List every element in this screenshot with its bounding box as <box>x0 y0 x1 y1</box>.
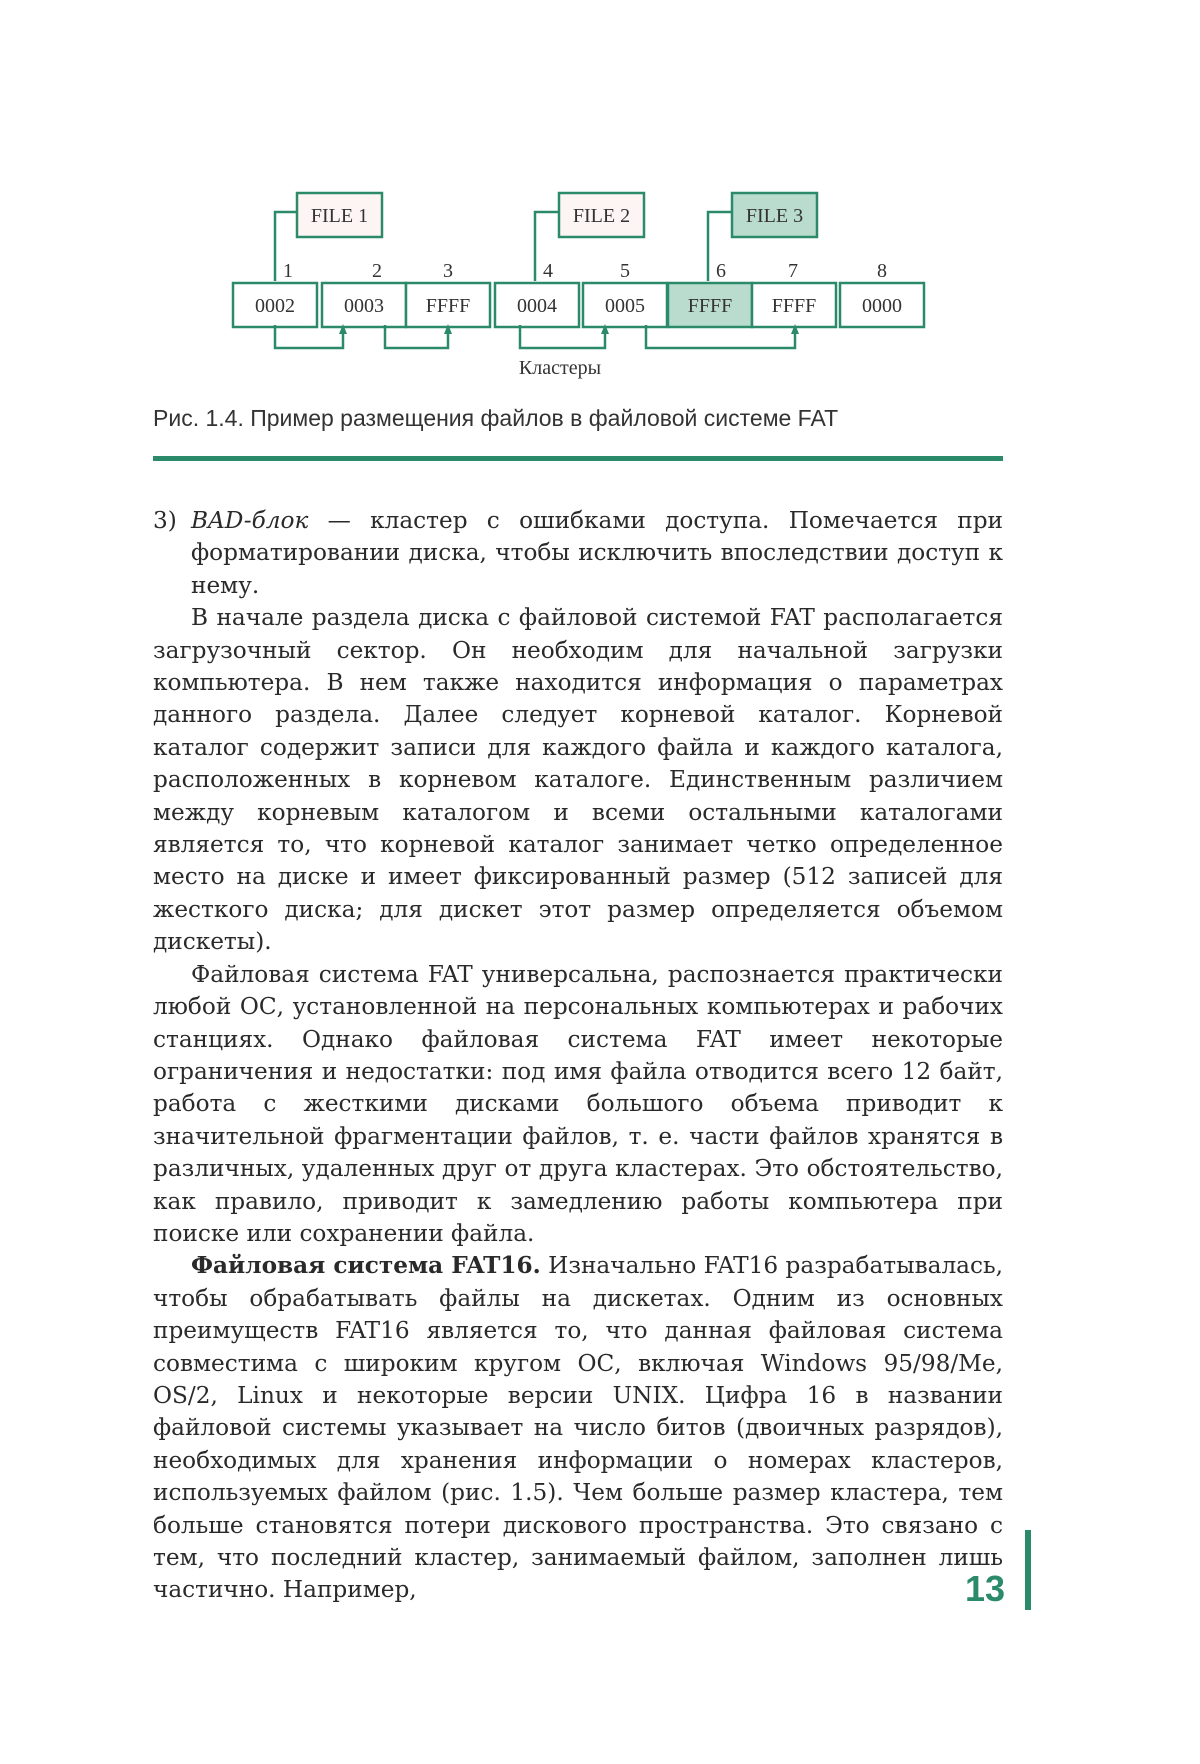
file-label: FILE 3 <box>745 205 804 227</box>
cluster-value: 0000 <box>862 295 902 317</box>
list-item-bad-block <box>153 505 1003 602</box>
paragraph: Файловая система FAT универсальна, распознается практически любой ОС, установленной на персональных компьютерах и рабочих станциях. Однако файловая система FAT имеет некоторые ограничения и недостатки: под имя файла отводится всего 12 байт, работа с жесткими дисками большого объема приводит к значительной фрагментации файлов, т. е. части файлов хранятся в различных, удаленных друг от друга кластерах. Это обстоятельство, как правило, приводит к замедлению работы компьютера при поиске или сохранении файла. <box>153 960 1003 1247</box>
cluster-number: 8 <box>877 260 887 282</box>
page-number: 13 <box>964 1568 1005 1609</box>
cluster-number: 4 <box>543 260 553 282</box>
term-bad-block: BAD-блок <box>191 507 309 534</box>
cluster-value: FFFF <box>771 295 817 317</box>
file-label: FILE 1 <box>310 205 369 227</box>
cluster-value: FFFF <box>425 295 471 317</box>
file-label: FILE 2 <box>572 205 631 227</box>
fat-diagram <box>0 0 1200 400</box>
paragraph-fat16 <box>153 1250 1003 1606</box>
cluster-value: 0004 <box>517 295 557 317</box>
cluster-number: 6 <box>716 260 726 282</box>
fat16-heading: Файловая система FAT16. <box>191 1252 541 1280</box>
cluster-number: 1 <box>283 260 293 282</box>
list-number: 3) <box>153 507 177 534</box>
cluster-value: 0002 <box>255 295 295 317</box>
cluster-number: 3 <box>443 260 453 282</box>
cluster-number: 2 <box>372 260 382 282</box>
figure-caption: Рис. 1.4. Пример размещения файлов в файловой системе FAT <box>153 405 839 431</box>
section-divider <box>153 456 1003 461</box>
fat16-text: Изначально FAT16 разрабатывалась, чтобы обрабатывать файлы на дискетах. Одним из основных преимуществ FAT16 является то, что данная файловая система совместима с широким кругом ОС, включая Windows 95/98/Me, OS/2, Linux и некоторые версии UNIX. Цифра 16 в названии файловой системы указывает на число битов (двоичных разрядов), необходимых для хранения информации о номерах кластеров, используемых файлом (рис. 1.5). Чем больше размер кластера, тем больше становятся потери дискового пространства. Это связано с тем, что последний кластер, занимаемый файлом, заполнен лишь частично. Например, <box>153 1252 1003 1604</box>
paragraph: В начале раздела диска с файловой системой FAT располагается загрузочный сектор. Он необходим для начальной загрузки компьютера. В нем также находится информация о параметрах данного раздела. Далее следует корневой каталог. Корневой каталог содержит записи для каждого файла и каждого каталога, расположенных в корневом каталоге. Единственным различием между корневым каталогом и всеми остальными каталогами является то, что корневой каталог занимает четко определенное место на диске и имеет фиксированный размер (512 записей для жесткого диска; для дискет этот размер определяется объемом дискеты). <box>153 604 1003 956</box>
cluster-number: 5 <box>620 260 630 282</box>
cluster-value: 0003 <box>344 295 384 317</box>
page-number-bar <box>1025 1530 1031 1610</box>
cluster-number: 7 <box>788 260 798 282</box>
cluster-value: FFFF <box>687 295 733 317</box>
clusters-label: Кластеры <box>518 357 602 379</box>
body-text <box>153 505 1003 1607</box>
list-item-text: — кластер с ошибками доступа. Помечается при форматировании диска, чтобы исключить впоследствии доступ к нему. <box>191 507 1003 599</box>
cluster-value: 0005 <box>605 295 645 317</box>
